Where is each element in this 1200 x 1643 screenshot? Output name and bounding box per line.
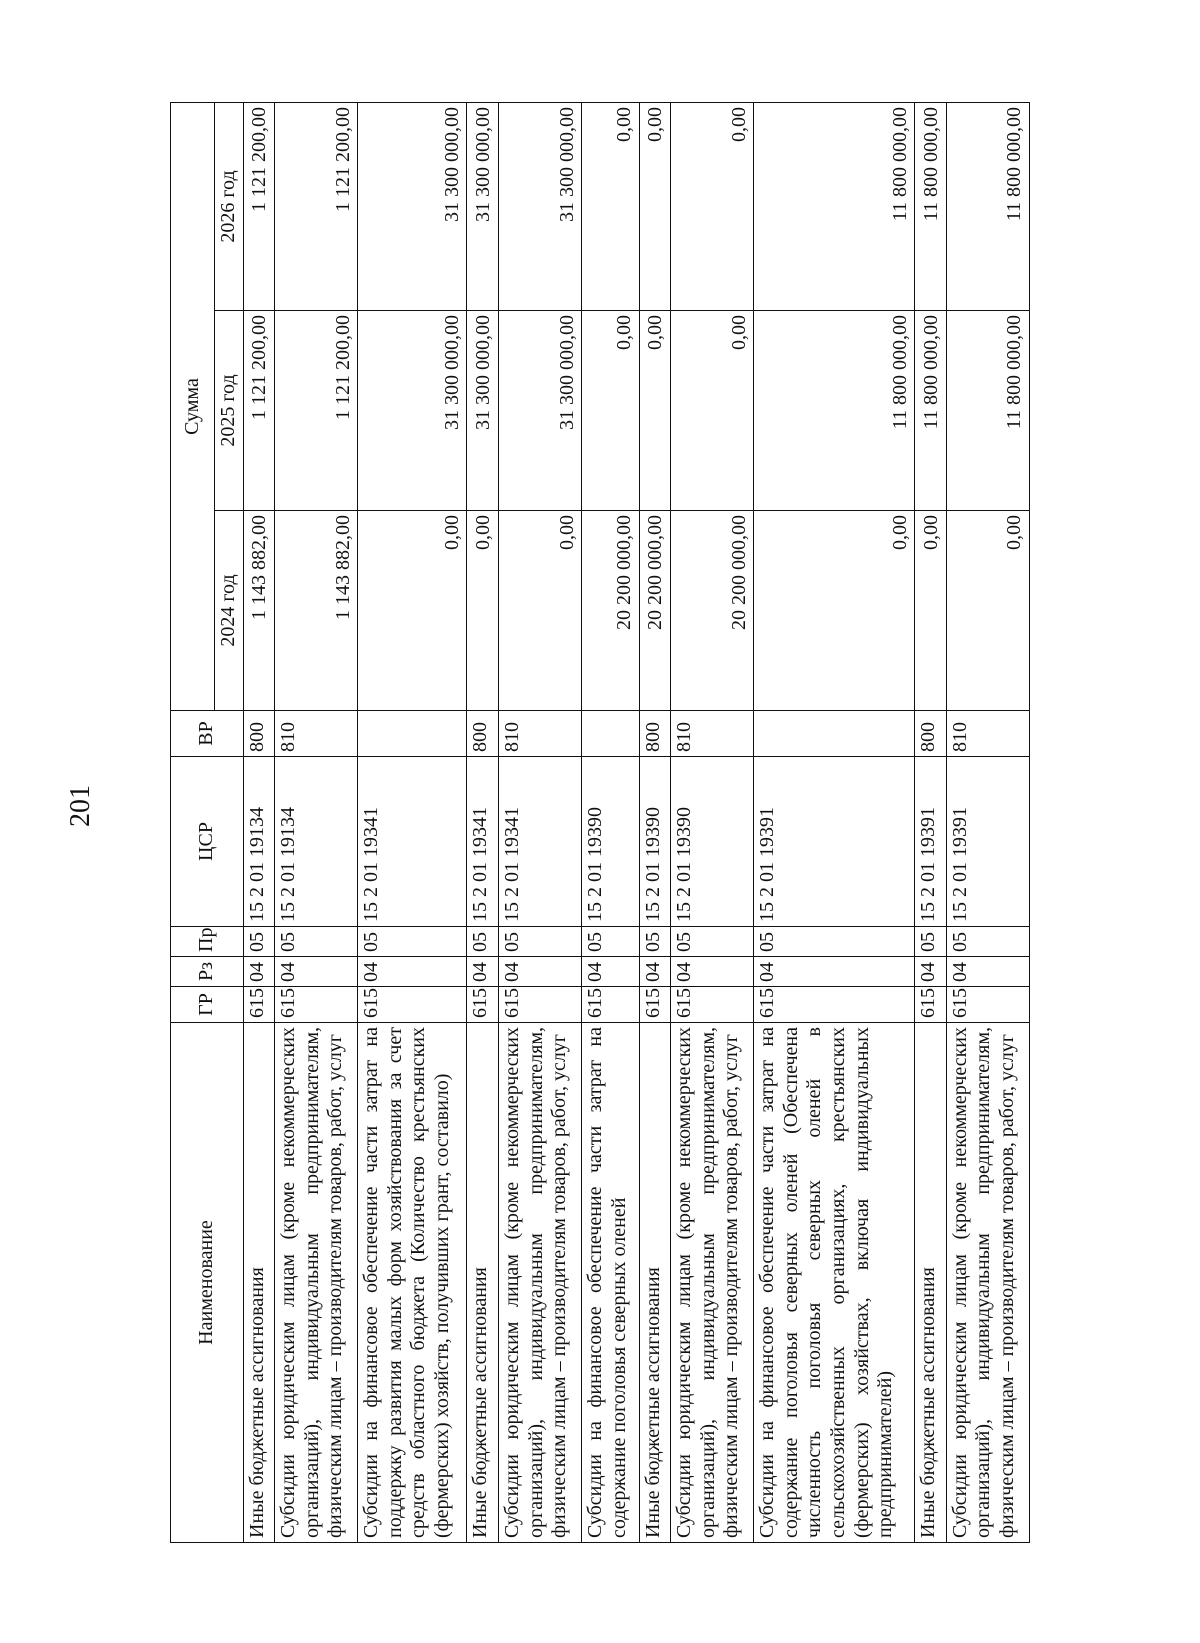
cell-pr: 05 (915, 927, 946, 957)
cell-2024: 0,00 (946, 511, 1029, 711)
cell-pr: 05 (243, 927, 274, 957)
cell-vr: 800 (467, 711, 498, 757)
cell-gr: 615 (358, 987, 467, 1023)
cell-2025: 0,00 (639, 311, 670, 511)
cell-rz: 04 (243, 957, 274, 987)
header-csr: ЦСР (171, 757, 244, 927)
cell-rz: 04 (358, 957, 467, 987)
cell-name: Субсидии на финансовое обеспечение части затрат на содержание поголовья северных оленей (582, 1023, 639, 1543)
cell-2025: 31 300 000,00 (498, 311, 581, 511)
header-2026: 2026 год (215, 102, 244, 310)
cell-2024: 1 143 882,00 (275, 511, 358, 711)
cell-name: Субсидии юридическим лицам (кроме некоммерческих организаций), индивидуальным предпринимателям, физическим лицам – производителям товаров, работ, услуг (946, 1023, 1029, 1543)
cell-pr: 05 (639, 927, 670, 957)
cell-2025: 11 800 000,00 (915, 311, 946, 511)
cell-rz: 04 (467, 957, 498, 987)
header-gr: ГР (171, 987, 244, 1023)
rotated-table-wrapper (170, 103, 1030, 1543)
cell-pr: 05 (946, 927, 1029, 957)
header-rz: Рз (171, 957, 244, 987)
cell-csr: 15 2 01 19391 (946, 757, 1029, 927)
cell-csr: 15 2 01 19341 (467, 757, 498, 927)
cell-csr: 15 2 01 19391 (754, 757, 915, 927)
cell-vr: 810 (670, 711, 753, 757)
table-row (467, 102, 498, 1542)
table-row (275, 102, 358, 1542)
page-number: 201 (65, 785, 96, 827)
header-sum: Сумма (171, 102, 215, 710)
cell-name: Субсидии на финансовое обеспечение части затрат на поддержку развития малых форм хозяйствования за счет средств областного бюджета (Количество крестьянских (фермерских) хозяйств, получивших грант, составило) (358, 1023, 467, 1543)
cell-2026: 1 121 200,00 (243, 102, 274, 310)
cell-rz: 04 (498, 957, 581, 987)
cell-pr: 05 (275, 927, 358, 957)
cell-name: Иные бюджетные ассигнования (467, 1023, 498, 1543)
cell-rz: 04 (670, 957, 753, 987)
cell-rz: 04 (754, 957, 915, 987)
cell-gr: 615 (946, 987, 1029, 1023)
cell-name: Иные бюджетные ассигнования (639, 1023, 670, 1543)
cell-2026: 31 300 000,00 (358, 102, 467, 310)
cell-vr: 810 (498, 711, 581, 757)
cell-2024: 1 143 882,00 (243, 511, 274, 711)
cell-2024: 0,00 (358, 511, 467, 711)
cell-gr: 615 (275, 987, 358, 1023)
cell-pr: 05 (582, 927, 639, 957)
table-row (915, 102, 946, 1542)
cell-rz: 04 (915, 957, 946, 987)
cell-vr: 800 (243, 711, 274, 757)
cell-vr: 810 (946, 711, 1029, 757)
cell-rz: 04 (946, 957, 1029, 987)
cell-csr: 15 2 01 19134 (243, 757, 274, 927)
table-row (754, 102, 915, 1542)
cell-2026: 0,00 (639, 102, 670, 310)
cell-csr: 15 2 01 19390 (639, 757, 670, 927)
cell-2024: 0,00 (915, 511, 946, 711)
cell-gr: 615 (915, 987, 946, 1023)
cell-2026: 11 800 000,00 (915, 102, 946, 310)
cell-csr: 15 2 01 19341 (498, 757, 581, 927)
cell-2024: 0,00 (754, 511, 915, 711)
cell-gr: 615 (243, 987, 274, 1023)
table-row (670, 102, 753, 1542)
cell-gr: 615 (754, 987, 915, 1023)
cell-pr: 05 (670, 927, 753, 957)
cell-gr: 615 (467, 987, 498, 1023)
cell-2024: 20 200 000,00 (639, 511, 670, 711)
cell-2026: 11 800 000,00 (754, 102, 915, 310)
header-2024: 2024 год (215, 511, 244, 711)
cell-2025: 1 121 200,00 (243, 311, 274, 511)
header-vr: ВР (171, 711, 244, 757)
table-row (243, 102, 274, 1542)
cell-vr: 800 (915, 711, 946, 757)
table-row (946, 102, 1029, 1542)
cell-2024: 0,00 (467, 511, 498, 711)
cell-2025: 11 800 000,00 (754, 311, 915, 511)
cell-csr: 15 2 01 19390 (670, 757, 753, 927)
cell-2024: 20 200 000,00 (582, 511, 639, 711)
table-row (582, 102, 639, 1542)
cell-2025: 11 800 000,00 (946, 311, 1029, 511)
cell-vr (358, 711, 467, 757)
cell-gr: 615 (670, 987, 753, 1023)
cell-gr: 615 (582, 987, 639, 1023)
cell-vr (582, 711, 639, 757)
cell-2026: 1 121 200,00 (275, 102, 358, 310)
cell-vr (754, 711, 915, 757)
cell-2026: 11 800 000,00 (946, 102, 1029, 310)
cell-csr: 15 2 01 19391 (915, 757, 946, 927)
cell-vr: 810 (275, 711, 358, 757)
header-2025: 2025 год (215, 311, 244, 511)
cell-name: Субсидии юридическим лицам (кроме некоммерческих организаций), индивидуальным предпринимателям, физическим лицам – производителям товаров, работ, услуг (670, 1023, 753, 1543)
table-body (243, 102, 1029, 1542)
cell-vr: 800 (639, 711, 670, 757)
cell-rz: 04 (582, 957, 639, 987)
cell-name: Субсидии юридическим лицам (кроме некоммерческих организаций), индивидуальным предпринимателям, физическим лицам – производителям товаров, работ, услуг (498, 1023, 581, 1543)
cell-rz: 04 (639, 957, 670, 987)
cell-gr: 615 (639, 987, 670, 1023)
header-name: Наименование (171, 1023, 244, 1543)
cell-rz: 04 (275, 957, 358, 987)
cell-2026: 0,00 (670, 102, 753, 310)
cell-2025: 0,00 (670, 311, 753, 511)
cell-2025: 0,00 (582, 311, 639, 511)
cell-name: Субсидии юридическим лицам (кроме некоммерческих организаций), индивидуальным предпринимателям, физическим лицам – производителям товаров, работ, услуг (275, 1023, 358, 1543)
cell-name: Иные бюджетные ассигнования (243, 1023, 274, 1543)
header-pr: Пр (171, 927, 244, 957)
cell-2026: 0,00 (582, 102, 639, 310)
cell-pr: 05 (358, 927, 467, 957)
cell-name: Иные бюджетные ассигнования (915, 1023, 946, 1543)
table-header (171, 102, 244, 1542)
cell-pr: 05 (754, 927, 915, 957)
table-row (498, 102, 581, 1542)
cell-2026: 31 300 000,00 (467, 102, 498, 310)
table-row (358, 102, 467, 1542)
cell-2025: 31 300 000,00 (358, 311, 467, 511)
cell-2024: 20 200 000,00 (670, 511, 753, 711)
cell-2024: 0,00 (498, 511, 581, 711)
cell-2026: 31 300 000,00 (498, 102, 581, 310)
cell-pr: 05 (467, 927, 498, 957)
cell-gr: 615 (498, 987, 581, 1023)
cell-name: Субсидии на финансовое обеспечение части затрат на содержание поголовья северных оленей (Обеспечена численность поголовья северных оленей в сельскохозяйственных организациях, крестьянских (фермерских) хозяйствах, включая индивидуальных предпринимателей) (754, 1023, 915, 1543)
cell-csr: 15 2 01 19390 (582, 757, 639, 927)
cell-2025: 31 300 000,00 (467, 311, 498, 511)
table-row (639, 102, 670, 1542)
cell-pr: 05 (498, 927, 581, 957)
cell-csr: 15 2 01 19134 (275, 757, 358, 927)
cell-csr: 15 2 01 19341 (358, 757, 467, 927)
budget-table (170, 102, 1030, 1543)
cell-2025: 1 121 200,00 (275, 311, 358, 511)
